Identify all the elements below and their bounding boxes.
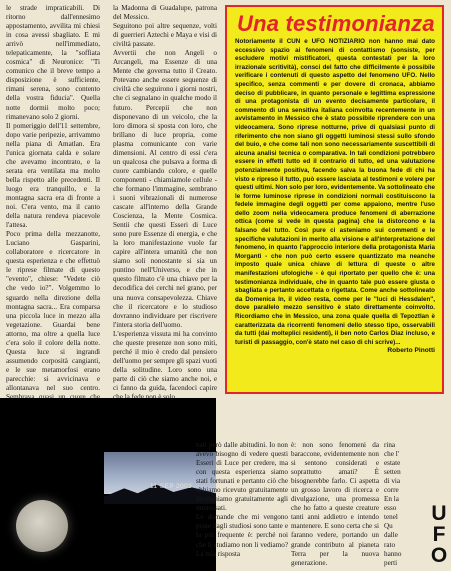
light-orb — [16, 500, 68, 552]
sidebar-body: Notoriamente il CUN e UFO NOTIZIARIO non hanno mai dato eccessivo spazio ai fenomeni di contattismo (sonsiste, per escludere motivi mistificatori, questa contestati per la loro irrazionale scritività), consci del fatto che difficilmente è possibile verificare i contenuti di questo aspetto del fenomeno UFO. Nello specifico, senza commenti e per dovere di cronaca, abbiamo deciso di pubblicare, in quanto personale e legittima espressione di una protagonista di un evento decisamente particolare, il commento di una sensitiva italiana coinvolta recentemente in un avvistamento in Messico che è stato possibile riprendere con una videocamera. Sono riprese notturne, prive di qualsiasi punto di riferimento che non siano gli oggetti luminosi stessi sullo sfondo del buio, e che come tali non sono necessariamente suscettibili di alcuna analisi tecnica o comparativa. In tali condizioni potrebbero essere in effetti tutto ed il contrario di tutto, ed una valutazione potenzialmente positiva, facendo salva la buona fede di chi ha visto e ripreso il tutto, può essere lasciata al testimoni e volere per questi ultimi. Non solo per loro, evidentemente. Va sottolineato che le forme luminose riprese in condizioni normali costituiscono la fedele immagine degli oggetti per come appaiono, mentre l'uso dello zoom nella videocamera produce fenomeni di aberrazione ottica (come si vede in questa pagina) che la distorcono e la falsano del tutto. Così pure ci asteniamo sui commenti e le specifiche valutazioni in merito alla visione e all'interpretazione del fenomeno, in quanto l'approccio interiore della protagonista Maria Morganti - che non può certo essere quantizzato ma neanche imposto quale unica chiave di lettura di queste o altre manifestazioni ufologiche - è qui riportato per quello che è: una testimonianza individuale, che in quanto tale può essere giusta o sbagliata e pertanto accettata o rigettata. Come anche sottolineato da Domenica In, il video resta, come per le "luci di Hessdalen", dove parallelo mezzo sensitivo è stato direttamente coinvolto. Ricordiamo che in Messico, una zona quale quella di Tepoztlan è caratterizzata da ricorrenti fenomeni dello stesso tipo, osservabili da tutti (dai molteplici residenti), il ben noto Carlos Diaz incluso, e turisti di passaggio, con'è stato nel caso di chi scrive)... — [235, 38, 435, 346]
testimony-sidebar — [225, 5, 444, 394]
night-video-frame-photo — [0, 398, 216, 571]
article-column-3: nati però dalle abitudini. Io non avevo bisogno di vedere questi Esseri di Luce per credere, ma con questa esperienza siamo stati fortunati e pertanto ciò che abbiamo ricevuto gratuitamente divulghiamo gratuitamente agli interessati. Le domande che mi vengono poste dagli studiosi sono tante e la più frequente è: perché noi che li studiamo non li vediamo? La mia risposta — [196, 441, 288, 558]
article-column-1: le strade impraticabili. Di ritorno dall'ennesimo appostamento, avvilita mi chiesi in cosa avessi sbagliato. E mi arrivò nell'immediato, telepaticamente, la "soffiata cosmica" di Neuronice: "Ti comunico che il breve tempo a disposizione è sufficiente, rimani serena, sono contento della vostra fiducia". Quella notte dormii molto poco; rimanevano solo 2 giorni. Il pomeriggio dell'11 settembre, dopo varie peripezie, arrivammo nella piana di Amatlan. Era l'unica giornata calda e solare che avevamo incontrato, e la serata era ventilata ma molto bella rispetto alle precedenti. Il luogo era tranquillo, e la montagna sacra era di fronte a noi. C'era vento, ma il canto della natura rendeva piacevole l'attesa. Poco prima della mezzanotte, Luciano Gasparini, collaboratore e ricercatore in questa esperienza e che effettuò le riprese filmate di questo "evento", chiese: "Vedete ciò che vedo io?". Volgemmo lo sguardo nella direzione della montagna sacra... Era comparsa una piccola luce in mezzo alla vegetazione. Guardai bene attorno, ma oltre a quella luce c'era solo il colore della notte. Questa luce si ingrandì assumendo corposità cangianti, e le sue metamorfosi erano parecchie: si avvicinava e allontanava nel suo centro. — [6, 4, 100, 392]
article-column-4: è: non sono fenomeni da baraccone, evidentemente non si sentono considerati e soprattutto amati? È bisognerebbe farlo. Ci aspetta un grosso lavoro di ricerca e divulgazione, una promessa che ho fatto a queste creature tanti anni addietro e intendo mantenere. E sono certa che si faranno vedere, portando un grande contributo al pianeta Terra per la nuova generazione. — [291, 441, 379, 567]
sidebar-author: Roberto Pinotti — [387, 347, 435, 355]
photo-date-stamp: 11 SEP 2003 — [150, 483, 193, 490]
article-column-5-cropped: rina che l' estate setten di via corre En la esso tenel Qu dalle rato hanno perti — [384, 441, 402, 567]
article-column-2: la Madonna di Guadalupe, patrona del Messico. Seguitono poi altre sequenze, volti di guerrieri Aztechi e Maya e visi di civiltà passate. Avvertii che non Angeli o Arcangeli, ma Essenze di una Mente che governa tutto il Creato. Potevano anche essere sequenze di civiltà che seguirono i giorni nostri, che ci segnalano in qualche modo il futuro. Percepii che non disponevano di un veicolo, che la loro dimora si sposta con loro, che brillano di luce propria, come plasma comunicante con varie dimensioni. Al centro di essi c'era un qualcosa che pulsava a forma di cuore cambiando colore, e quelle componenti - chiamiamole cellule - che formano l'immagine, sembrano i suoni vibrazionali di numerose cascate all'interno della Grande Coscienza, la Mente Cosmica. Sentii che questi Esseri di Luce sono pure Essenze di energia, e che la loro manifestazione vuole far capire all'intera umanità che non siamo soli nonostante si sia un puntino nell'Universo, e che in questo filmato c'è una chiave per la decodifica dei cerchi nel grano, per una nuova consapevolezza. Chiave che il ricercatore e lo studioso dovranno individuare per riscrivere l'intera storia dell'uomo. L'esperienza vissuta mi ha convinto che queste presenze non sono miti, perché il mio è credo dal pensiero dell'uomo per sempre gli spazi vuoti della solitudine. Loro sono una parte di ciò che siamo anche noi, e ci fanno da guida, facendoci capire — [113, 4, 217, 392]
sidebar-title: Una testimonianza — [237, 11, 435, 36]
section-label-text: U F O — [430, 502, 448, 567]
page-section-label — [429, 503, 449, 566]
